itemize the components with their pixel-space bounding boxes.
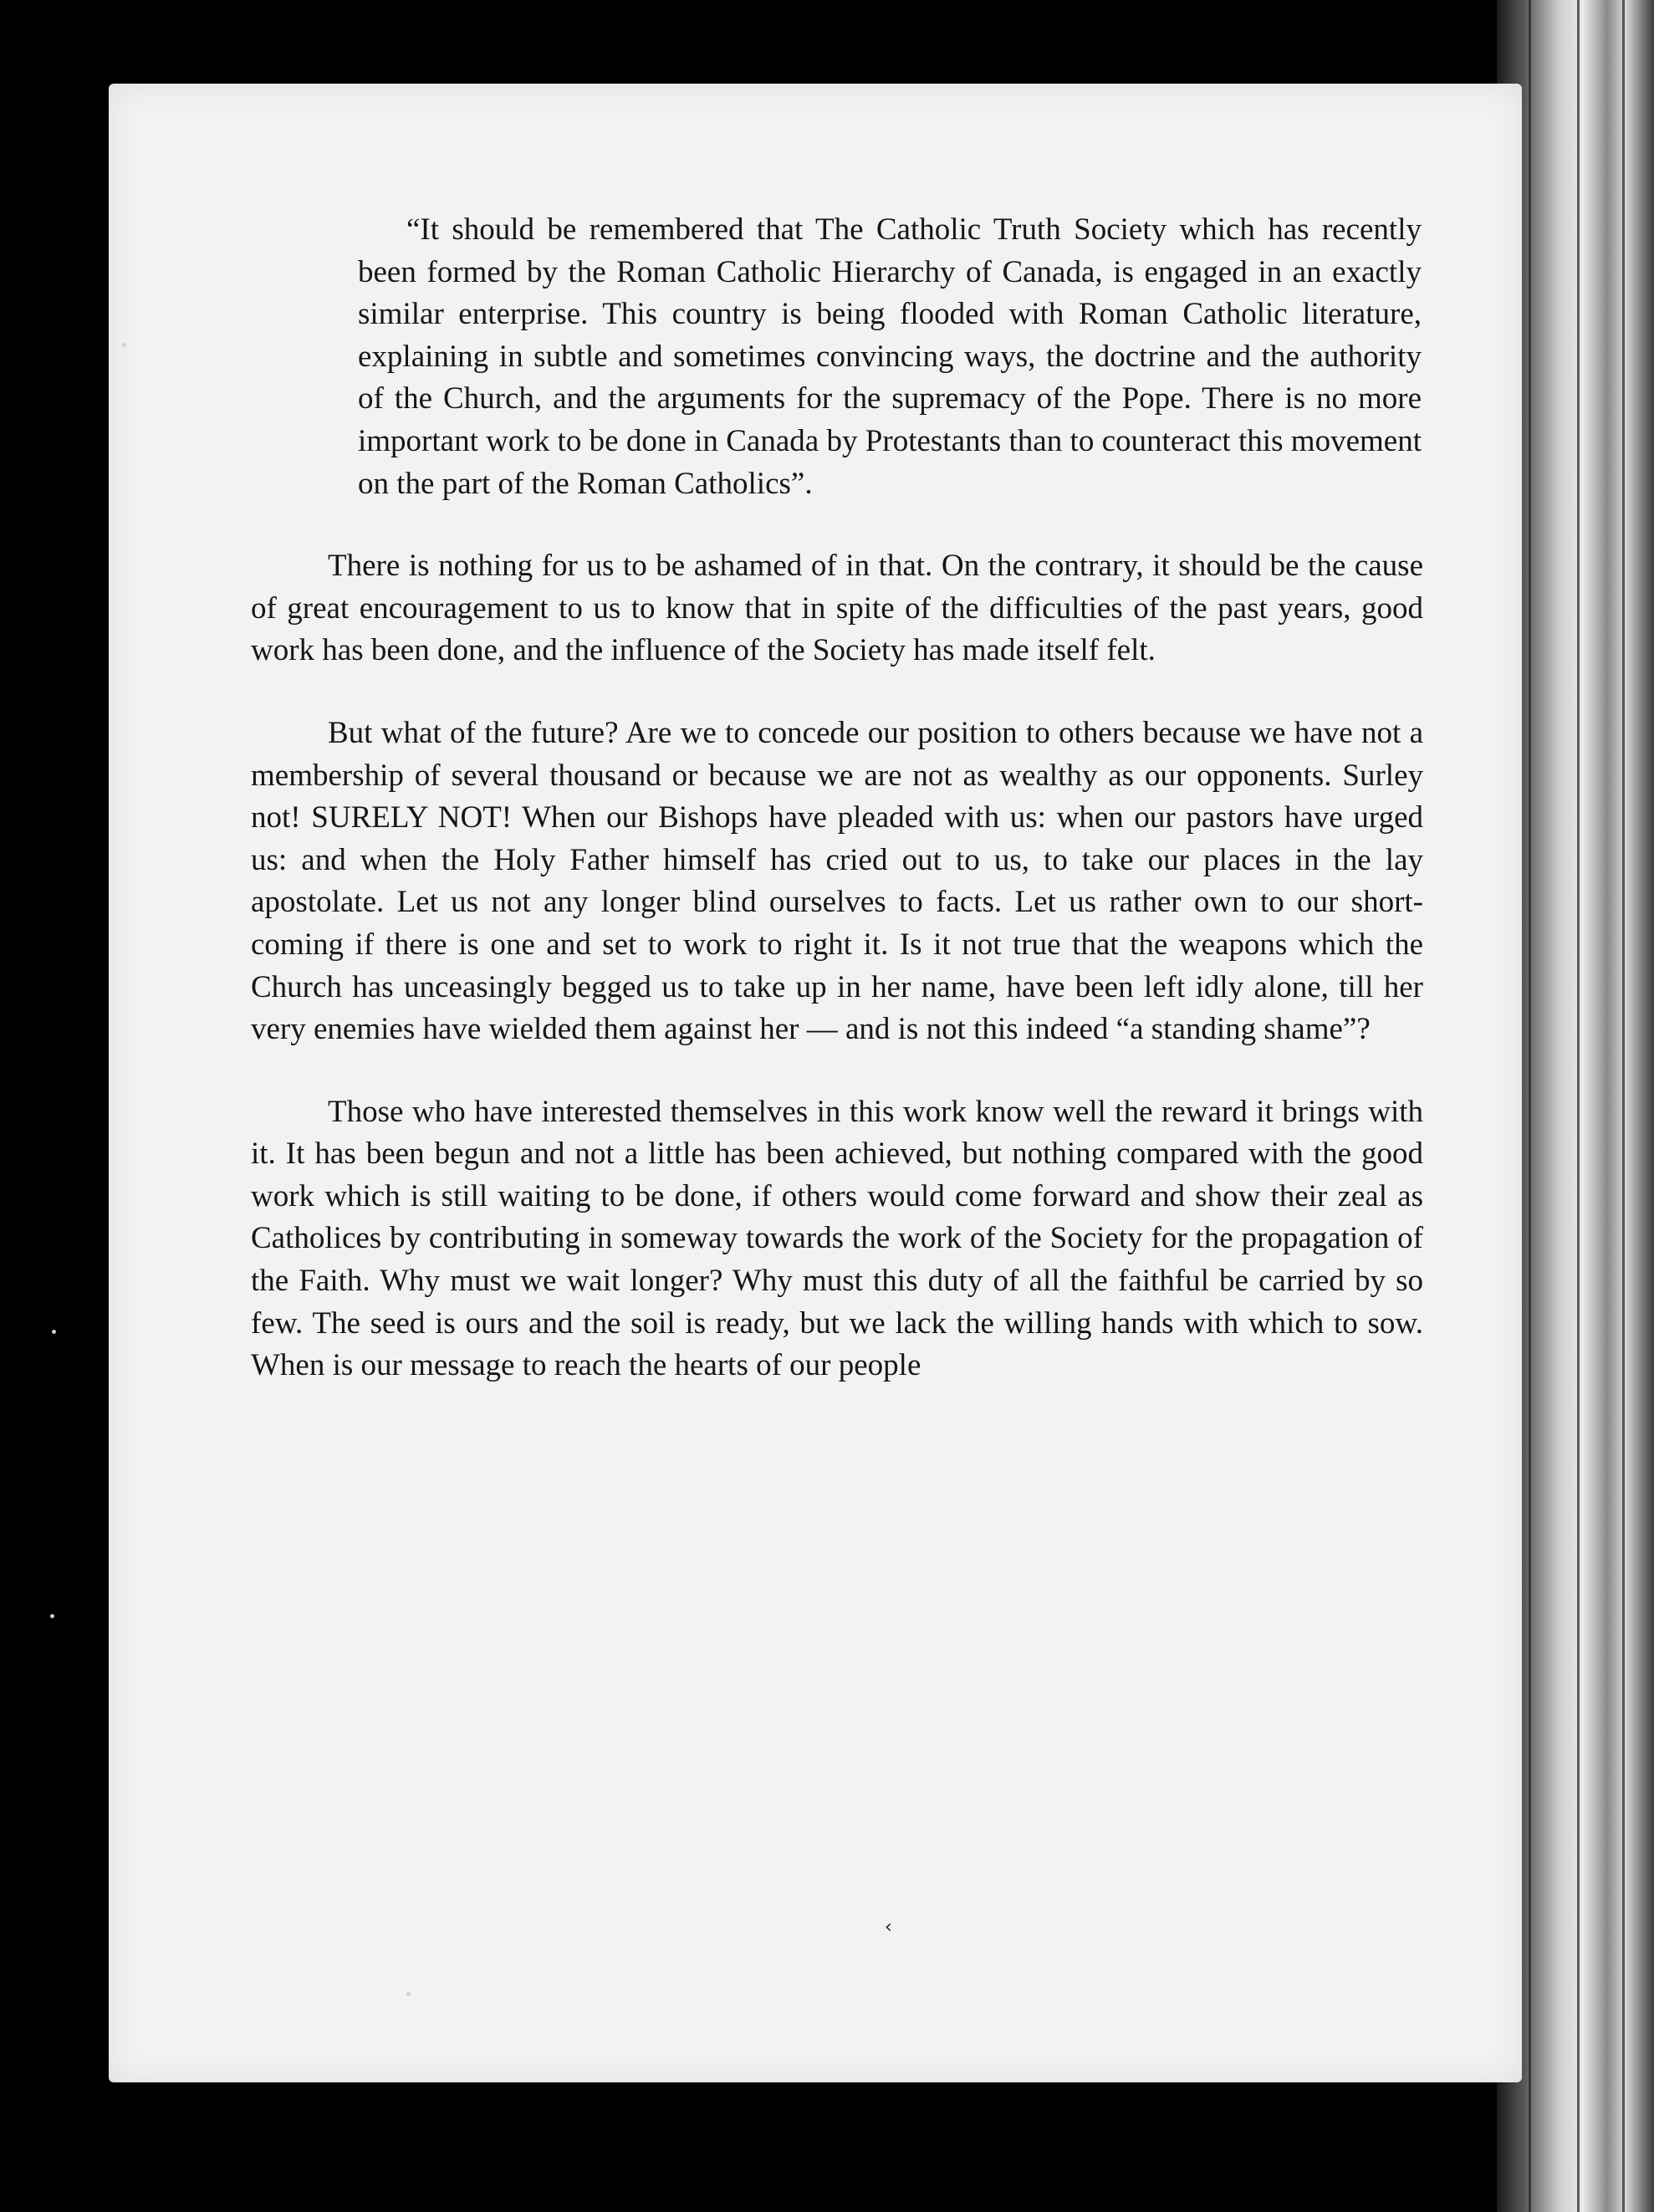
quoted-paragraph: “It should be remembered that The Catholic Truth Society which has recently been formed by the Roman Catholic Hierarchy of Canada, is engaged in an exactly similar enterprise. This country is being flooded with Roman Catholic literature, explaining in subtle and sometimes convincing ways, the doctrine and the authority of the Church, and the arguments for the supremacy of the Pope. There is no more important work to be done in Canada by Protestants than to counteract this movement on the part of the Roman Catholics”. [358, 212, 1422, 501]
body-paragraph: There is nothing for us to be ashamed of in that. On the contrary, it should be the cause of great encouragement to us to know that in spite of the difficulties of the past years, good work has been done, and the influence of the Society has made itself felt. [251, 549, 1423, 668]
page-mark: ‹ [885, 1917, 892, 1938]
binding-shadow-line [1529, 0, 1531, 2212]
page-text [251, 209, 1423, 1387]
body-paragraph: But what of the future? Are we to concede our position to others because we have not a membership of several thousand or because we are not as wealthy as our opponents. Surley not! SURELY NOT! When our Bishops have pleaded with us: when our pastors have urged us: and when the Holy Father himself has cried out to us, to take our places in the lay apostolate. Let us not any longer blind ourselves to facts. Let us rather own to our short-coming if there is one and set to work to right it. Is it not true that the weapons which the Church has unceasingly begged us to take up in her name, have been left idly alone, till her very enemies have wielded them against her — and is not this indeed “a standing shame”? [251, 715, 1423, 1047]
binding-shadow-line [1622, 0, 1625, 2212]
body-paragraph: Those who have interested themselves in this work know well the reward it brings with it. It has been begun and not a little has been achieved, but nothing compared with the good work which is still waiting to be done, if others would come forward and show their zeal as Catholices by contributing in someway towards the work of the Society for the propagation of the Faith. Why must we wait longer? Why must this duty of all the faithful be carried by so few. The seed is ours and the soil is ready, but we lack the willing hands with which to sow. When is our message to reach the hearts of our people [251, 1094, 1423, 1383]
scan-speck [50, 1614, 54, 1618]
scan-speck [52, 1330, 56, 1334]
scan-speck [406, 1992, 411, 1996]
binding-shadow-line [1577, 0, 1580, 2212]
scan-speck [122, 343, 126, 347]
